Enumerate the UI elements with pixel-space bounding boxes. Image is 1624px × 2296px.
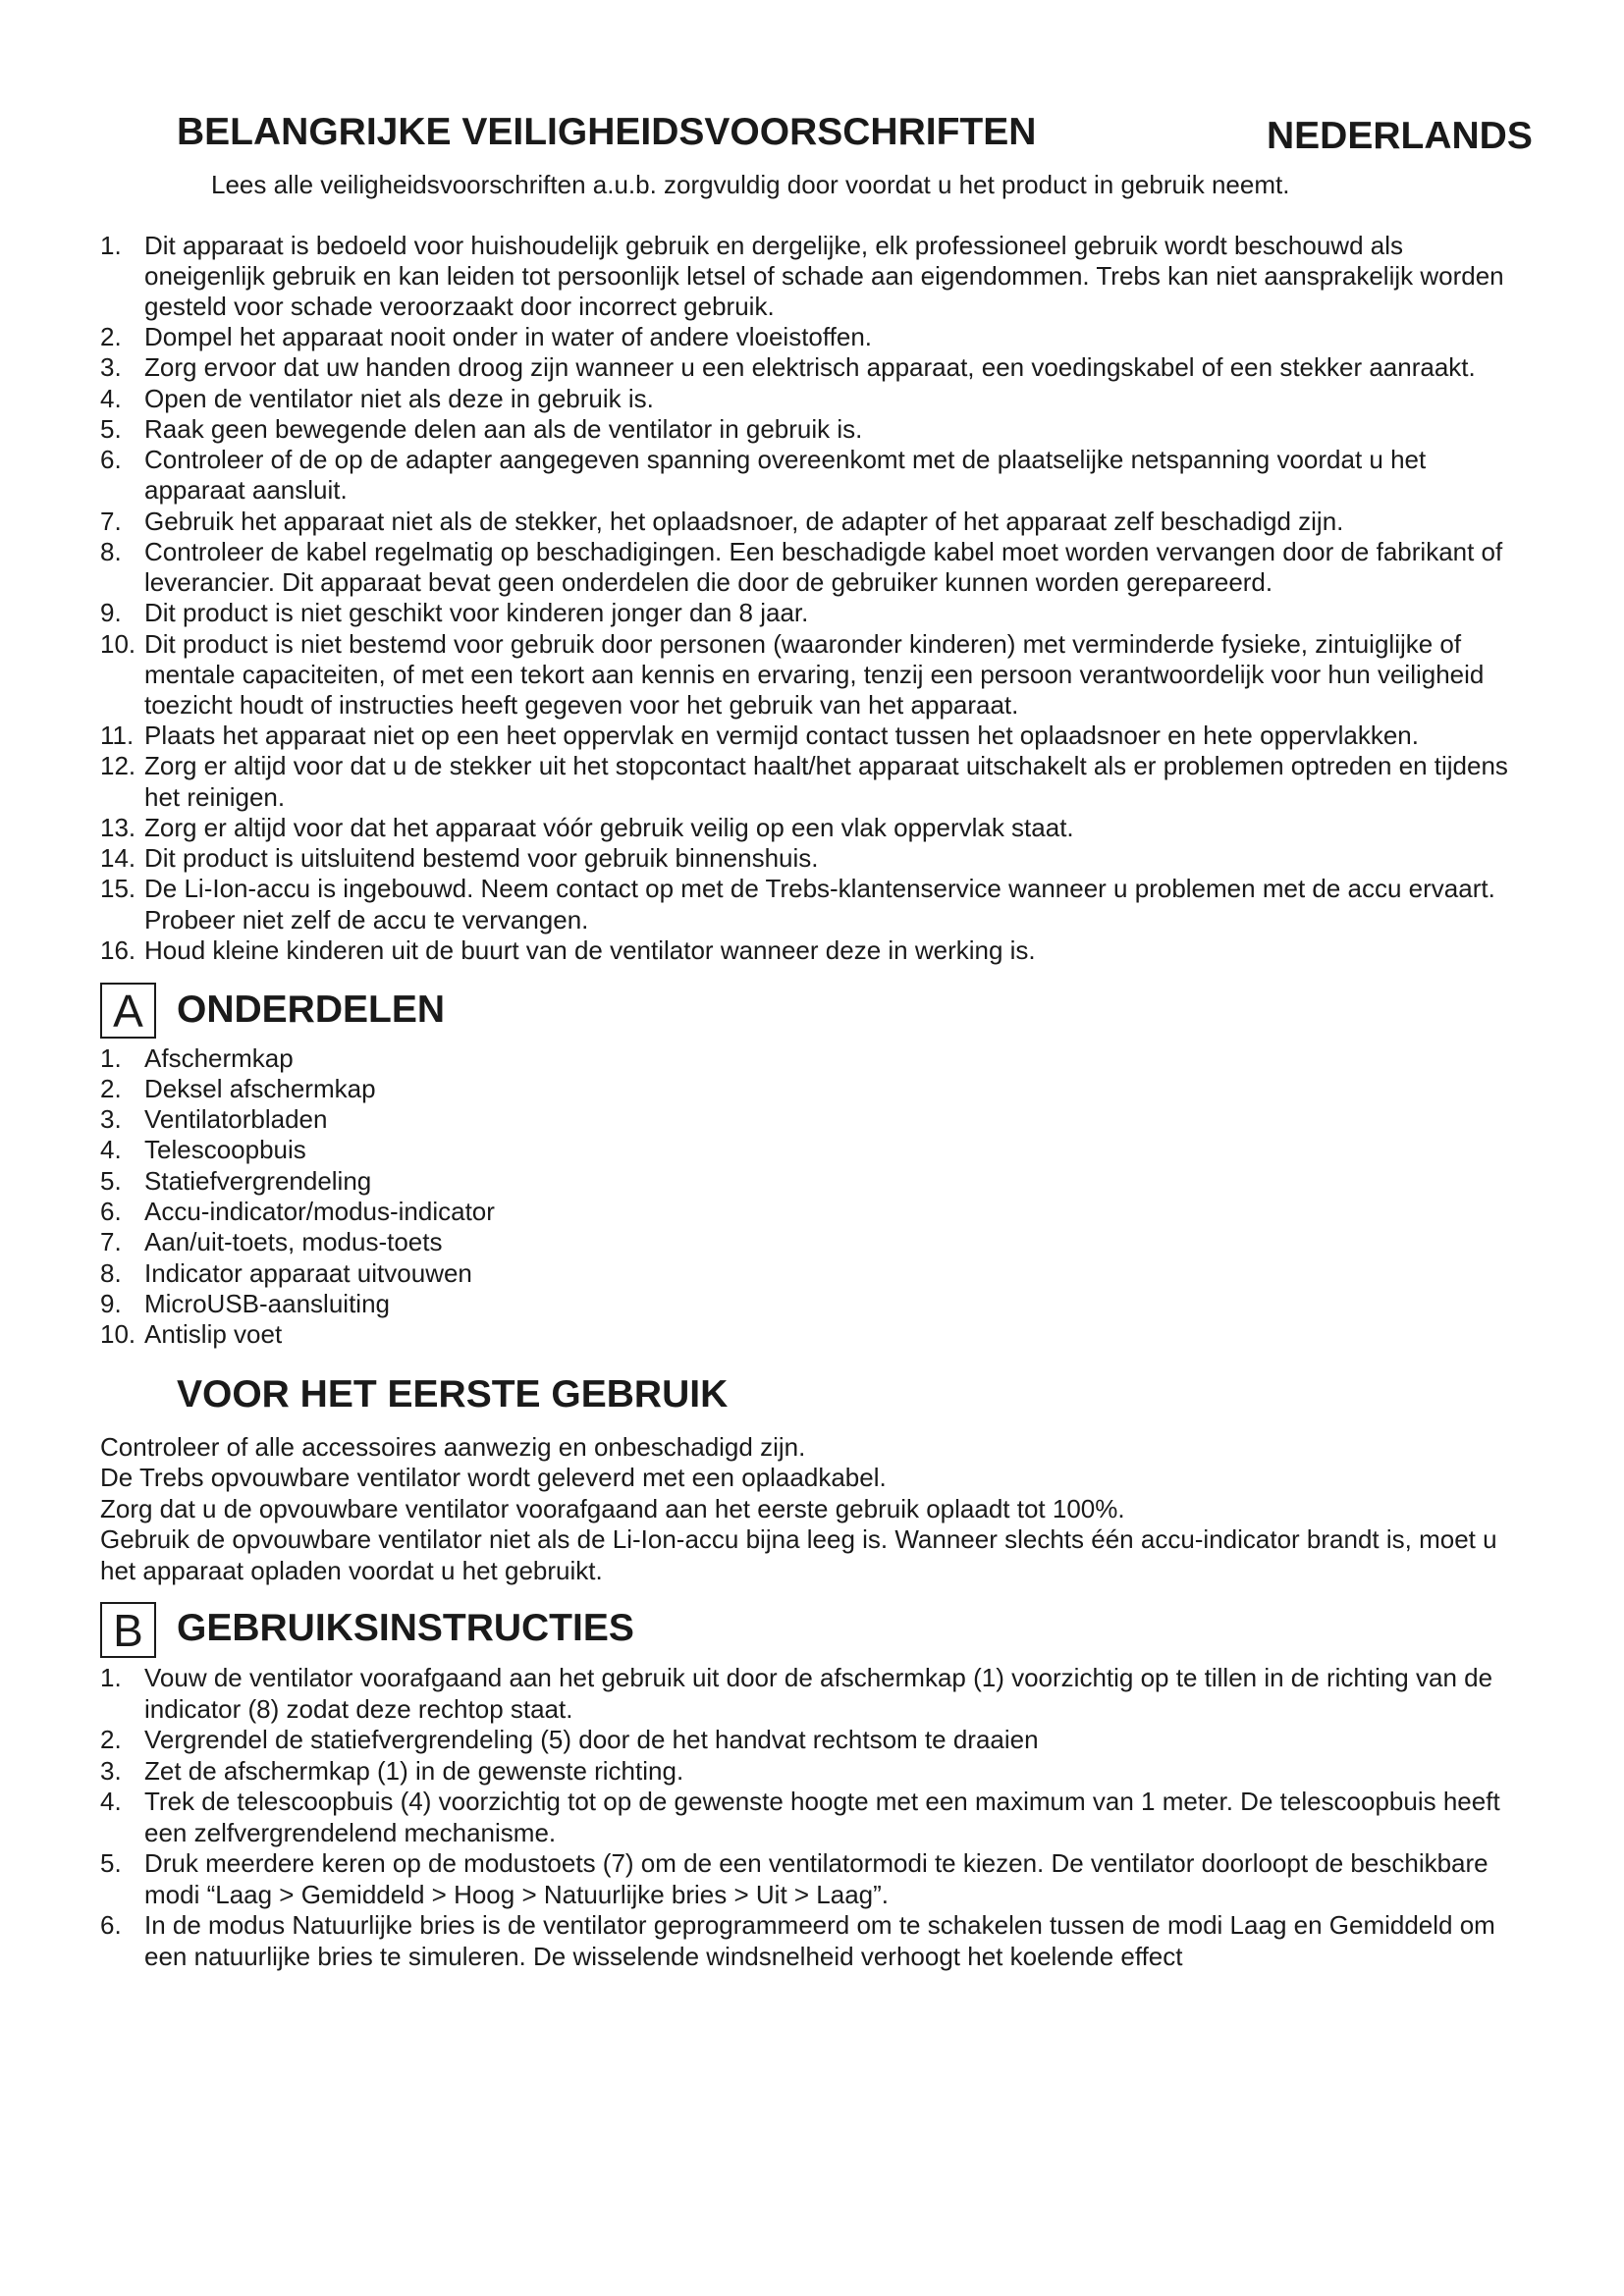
item-text-line: Zorg er altijd voor dat u de stekker uit het stopcontact haalt/het apparaat uitschakelt als er problemen optreden en tijdens (144, 751, 1508, 781)
item-number: 4. (100, 1135, 122, 1165)
item-number: 10. (100, 1319, 136, 1350)
item-text-line: gesteld voor schade veroorzaakt door incorrect gebruik. (144, 291, 775, 321)
item-text-line: Probeer niet zelf de accu te vervangen. (144, 904, 589, 934)
item-text-line: De Li-Ion-accu is ingebouwd. Neem contact op met de Trebs-klantenservice wanneer u problemen met de accu ervaart. (144, 874, 1495, 904)
item-text-line: Aan/uit-toets, modus-toets (144, 1227, 443, 1257)
item-text-line: leverancier. Dit apparaat bevat geen onderdelen die door de gebruiker kunnen worden gerepareerd. (144, 567, 1273, 598)
item-number: 2. (100, 322, 122, 352)
item-text (144, 813, 1074, 843)
page-title: BELANGRIJKE VEILIGHEIDSVOORSCHRIFTEN (177, 111, 1037, 153)
section-a-badge: A (100, 983, 156, 1039)
item-text (144, 1227, 442, 1257)
parts-item (100, 1227, 495, 1257)
item-text-line: apparaat aansluit. (144, 475, 348, 506)
item-number: 16. (100, 934, 136, 965)
item-text (144, 352, 1476, 383)
first-use-line: Zorg dat u de opvouwbare ventilator voorafgaand aan het eerste gebruik oplaadt tot 100%. (100, 1493, 1125, 1523)
item-text (144, 1787, 1500, 1848)
item-number: 9. (100, 1289, 122, 1319)
safety-item (100, 352, 1508, 383)
item-text-line: Accu-indicator/modus-indicator (144, 1197, 495, 1227)
item-text-line: Dit product is niet bestemd voor gebruik door personen (waaronder kinderen) met verminderde fysieke, zintuiglijke of (144, 628, 1462, 659)
item-text-line: In de modus Natuurlijke bries is de ventilator geprogrammeerd om te schakelen tussen de modi Laag en Gemiddeld om (144, 1910, 1495, 1940)
item-number: 7. (100, 1227, 122, 1257)
safety-item (100, 537, 1508, 598)
instruction-item (100, 1910, 1500, 1972)
item-text-line: Dit apparaat is bedoeld voor huishoudelijk gebruik en dergelijke, elk professioneel gebruik wordt beschouwd als (144, 230, 1403, 260)
safety-item (100, 384, 1508, 414)
item-number: 5. (100, 413, 122, 444)
parts-item (100, 1104, 495, 1135)
item-text-line: Dit product is uitsluitend bestemd voor gebruik binnenshuis. (144, 843, 819, 874)
item-text-line: Raak geen bewegende delen aan als de ventilator in gebruik is. (144, 413, 863, 444)
instructions-list (100, 1663, 1500, 1972)
item-text-line: Vouw de ventilator voorafgaand aan het gebruik uit door de afschermkap (1) voorzichtig op te tillen in de richting van de (144, 1663, 1493, 1692)
item-text (144, 629, 1484, 721)
item-text-line: Afschermkap (144, 1042, 294, 1073)
item-text (144, 1197, 495, 1227)
parts-item (100, 1319, 495, 1350)
parts-item (100, 1166, 495, 1197)
first-use-line: Controleer of alle accessoires aanwezig en onbeschadigd zijn. (100, 1431, 806, 1462)
item-text (144, 874, 1495, 934)
item-text (144, 537, 1502, 598)
item-text-line: Statiefvergrendeling (144, 1165, 372, 1196)
item-number: 4. (100, 383, 122, 413)
parts-list (100, 1043, 495, 1351)
item-text (144, 322, 872, 352)
item-text-line: Open de ventilator niet als deze in gebruik is. (144, 383, 654, 413)
parts-item (100, 1258, 495, 1289)
item-text (144, 414, 862, 445)
item-text-line: Dit product is niet geschikt voor kinderen jonger dan 8 jaar. (144, 598, 809, 628)
item-text (144, 1135, 306, 1165)
item-text-line: Controleer of de op de adapter aangegeven spanning overeenkomt met de plaatselijke netspanning voordat u het (144, 445, 1427, 475)
safety-list (100, 231, 1508, 967)
item-text-line: Indicator apparaat uitvouwen (144, 1257, 472, 1288)
instruction-item (100, 1725, 1500, 1756)
item-text (144, 935, 1036, 966)
item-text-line: Controleer de kabel regelmatig op beschadigingen. Een beschadigde kabel moet worden vervangen door de fabrikant of (144, 536, 1503, 566)
safety-item (100, 507, 1508, 537)
item-number: 2. (100, 1073, 122, 1103)
first-use-line: Gebruik de opvouwbare ventilator niet als de Li-Ion-accu bijna leeg is. Wanneer slechts één accu-indicator brandt is, moet u (100, 1524, 1497, 1554)
item-text (144, 1910, 1495, 1972)
safety-item (100, 751, 1508, 812)
parts-item (100, 1197, 495, 1227)
item-text (144, 1166, 371, 1197)
item-text (144, 1258, 472, 1289)
safety-item (100, 813, 1508, 843)
item-text-line: Deksel afschermkap (144, 1073, 376, 1103)
item-text (144, 843, 819, 874)
item-text-line: toezicht houdt of instructies heeft gegeven voor het gebruik van het apparaat. (144, 690, 1019, 721)
item-text (144, 598, 808, 628)
item-text-line: Druk meerdere keren op de modustoets (7) om de een ventilatormodi te kiezen. De ventilator doorloopt de beschikbare (144, 1848, 1489, 1878)
item-text (144, 1848, 1489, 1910)
item-text (144, 507, 1343, 537)
item-text-line: Telescoopbuis (144, 1135, 306, 1165)
item-number: 1. (100, 230, 122, 260)
first-use-heading: VOOR HET EERSTE GEBRUIK (177, 1372, 729, 1415)
item-text-line: indicator (8) zodat deze rechtop staat. (144, 1693, 573, 1724)
item-text (144, 1725, 1039, 1756)
item-text (144, 751, 1508, 812)
item-number: 2. (100, 1725, 122, 1754)
item-number: 3. (100, 352, 122, 383)
parts-item (100, 1074, 495, 1104)
parts-item (100, 1043, 495, 1074)
item-text-line: Gebruik het apparaat niet als de stekker, het oplaadsnoer, de adapter of het apparaat zelf beschadigd zijn. (144, 506, 1344, 536)
safety-item (100, 629, 1508, 721)
item-text (144, 721, 1419, 751)
item-text-line: Trek de telescoopbuis (4) voorzichtig tot op de gewenste hoogte met een maximum van 1 meter. De telescoopbuis heeft (144, 1787, 1500, 1816)
safety-item (100, 322, 1508, 352)
safety-item (100, 231, 1508, 323)
section-b-badge: B (100, 1602, 156, 1658)
item-number: 12. (100, 751, 136, 781)
item-number: 13. (100, 812, 136, 842)
item-text-line: een zelfvergrendelend mechanisme. (144, 1817, 557, 1847)
item-number: 3. (100, 1755, 122, 1786)
item-text-line: Vergrendel de statiefvergrendeling (5) door de het handvat rechtsom te draaien (144, 1725, 1039, 1754)
instruction-item (100, 1787, 1500, 1848)
item-number: 8. (100, 1257, 122, 1288)
intro-text: Lees alle veiligheidsvoorschriften a.u.b. zorgvuldig door voordat u het product in gebruik neemt. (211, 170, 1290, 199)
safety-item (100, 414, 1508, 445)
item-text-line: het reinigen. (144, 781, 286, 812)
item-text-line: modi “Laag > Gemiddeld > Hoog > Natuurlijke bries > Uit > Laag”. (144, 1879, 890, 1909)
safety-item (100, 598, 1508, 628)
first-use-paragraph (100, 1432, 1497, 1587)
item-number: 10. (100, 628, 136, 659)
safety-item (100, 843, 1508, 874)
item-text-line: mentale capaciteiten, of met een tekort aan kennis en ervaring, tenzij een persoon verantwoordelijk voor hun veiligheid (144, 659, 1485, 689)
safety-item (100, 874, 1508, 934)
item-number: 1. (100, 1663, 122, 1692)
parts-item (100, 1135, 495, 1165)
first-use-line: De Trebs opvouwbare ventilator wordt geleverd met een oplaadkabel. (100, 1463, 887, 1492)
item-number: 1. (100, 1042, 122, 1073)
item-number: 8. (100, 536, 122, 566)
item-number: 6. (100, 1197, 122, 1227)
item-text (144, 384, 654, 414)
instruction-item (100, 1663, 1500, 1725)
item-text-line: Houd kleine kinderen uit de buurt van de ventilator wanneer deze in werking is. (144, 934, 1036, 965)
item-number: 11. (100, 721, 135, 751)
item-number: 7. (100, 506, 122, 536)
safety-item (100, 445, 1508, 506)
item-text (144, 1104, 327, 1135)
item-text-line: een natuurlijke bries te simuleren. De wisselende windsnelheid verhoogt het koelende effect (144, 1941, 1183, 1971)
item-text-line: Dompel het apparaat nooit onder in water of andere vloeistoffen. (144, 322, 872, 352)
item-text (144, 1043, 294, 1074)
language-label: NEDERLANDS (1267, 115, 1533, 157)
instruction-item (100, 1848, 1500, 1910)
item-number: 6. (100, 445, 122, 475)
item-text-line: Ventilatorbladen (144, 1104, 328, 1135)
item-number: 5. (100, 1165, 122, 1196)
item-text-line: Plaats het apparaat niet op een heet oppervlak en vermijd contact tussen het oplaadsnoer en hete oppervlakken. (144, 721, 1419, 751)
item-text (144, 1756, 683, 1788)
safety-item (100, 721, 1508, 751)
item-number: 6. (100, 1910, 122, 1940)
item-text (144, 1663, 1492, 1725)
parts-item (100, 1289, 495, 1319)
item-text (144, 231, 1504, 323)
item-number: 3. (100, 1104, 122, 1135)
item-number: 4. (100, 1787, 122, 1816)
item-number: 9. (100, 598, 122, 628)
item-text-line: Antislip voet (144, 1319, 283, 1350)
instructions-heading: GEBRUIKSINSTRUCTIES (177, 1607, 634, 1649)
item-text (144, 1289, 390, 1319)
item-number: 5. (100, 1848, 122, 1878)
item-text-line: oneigenlijk gebruik en kan leiden tot persoonlijk letsel of schade aan eigendommen. Trebs kan niet aansprakelijk worden (144, 260, 1504, 291)
item-text (144, 1319, 282, 1350)
parts-heading: ONDERDELEN (177, 988, 446, 1031)
item-text (144, 445, 1426, 506)
safety-item (100, 935, 1508, 966)
item-text-line: Zet de afschermkap (1) in de gewenste richting. (144, 1755, 684, 1786)
instruction-item (100, 1756, 1500, 1788)
item-text-line: Zorg ervoor dat uw handen droog zijn wanneer u een elektrisch apparaat, een voedingskabel of een stekker aanraakt. (144, 352, 1476, 383)
item-text-line: Zorg er altijd voor dat het apparaat vóór gebruik veilig op een vlak oppervlak staat. (144, 812, 1074, 842)
item-number: 14. (100, 843, 136, 874)
item-number: 15. (100, 874, 136, 904)
item-text-line: MicroUSB-aansluiting (144, 1289, 390, 1319)
item-text (144, 1074, 376, 1104)
first-use-line: het apparaat opladen voordat u het gebruikt. (100, 1555, 603, 1585)
